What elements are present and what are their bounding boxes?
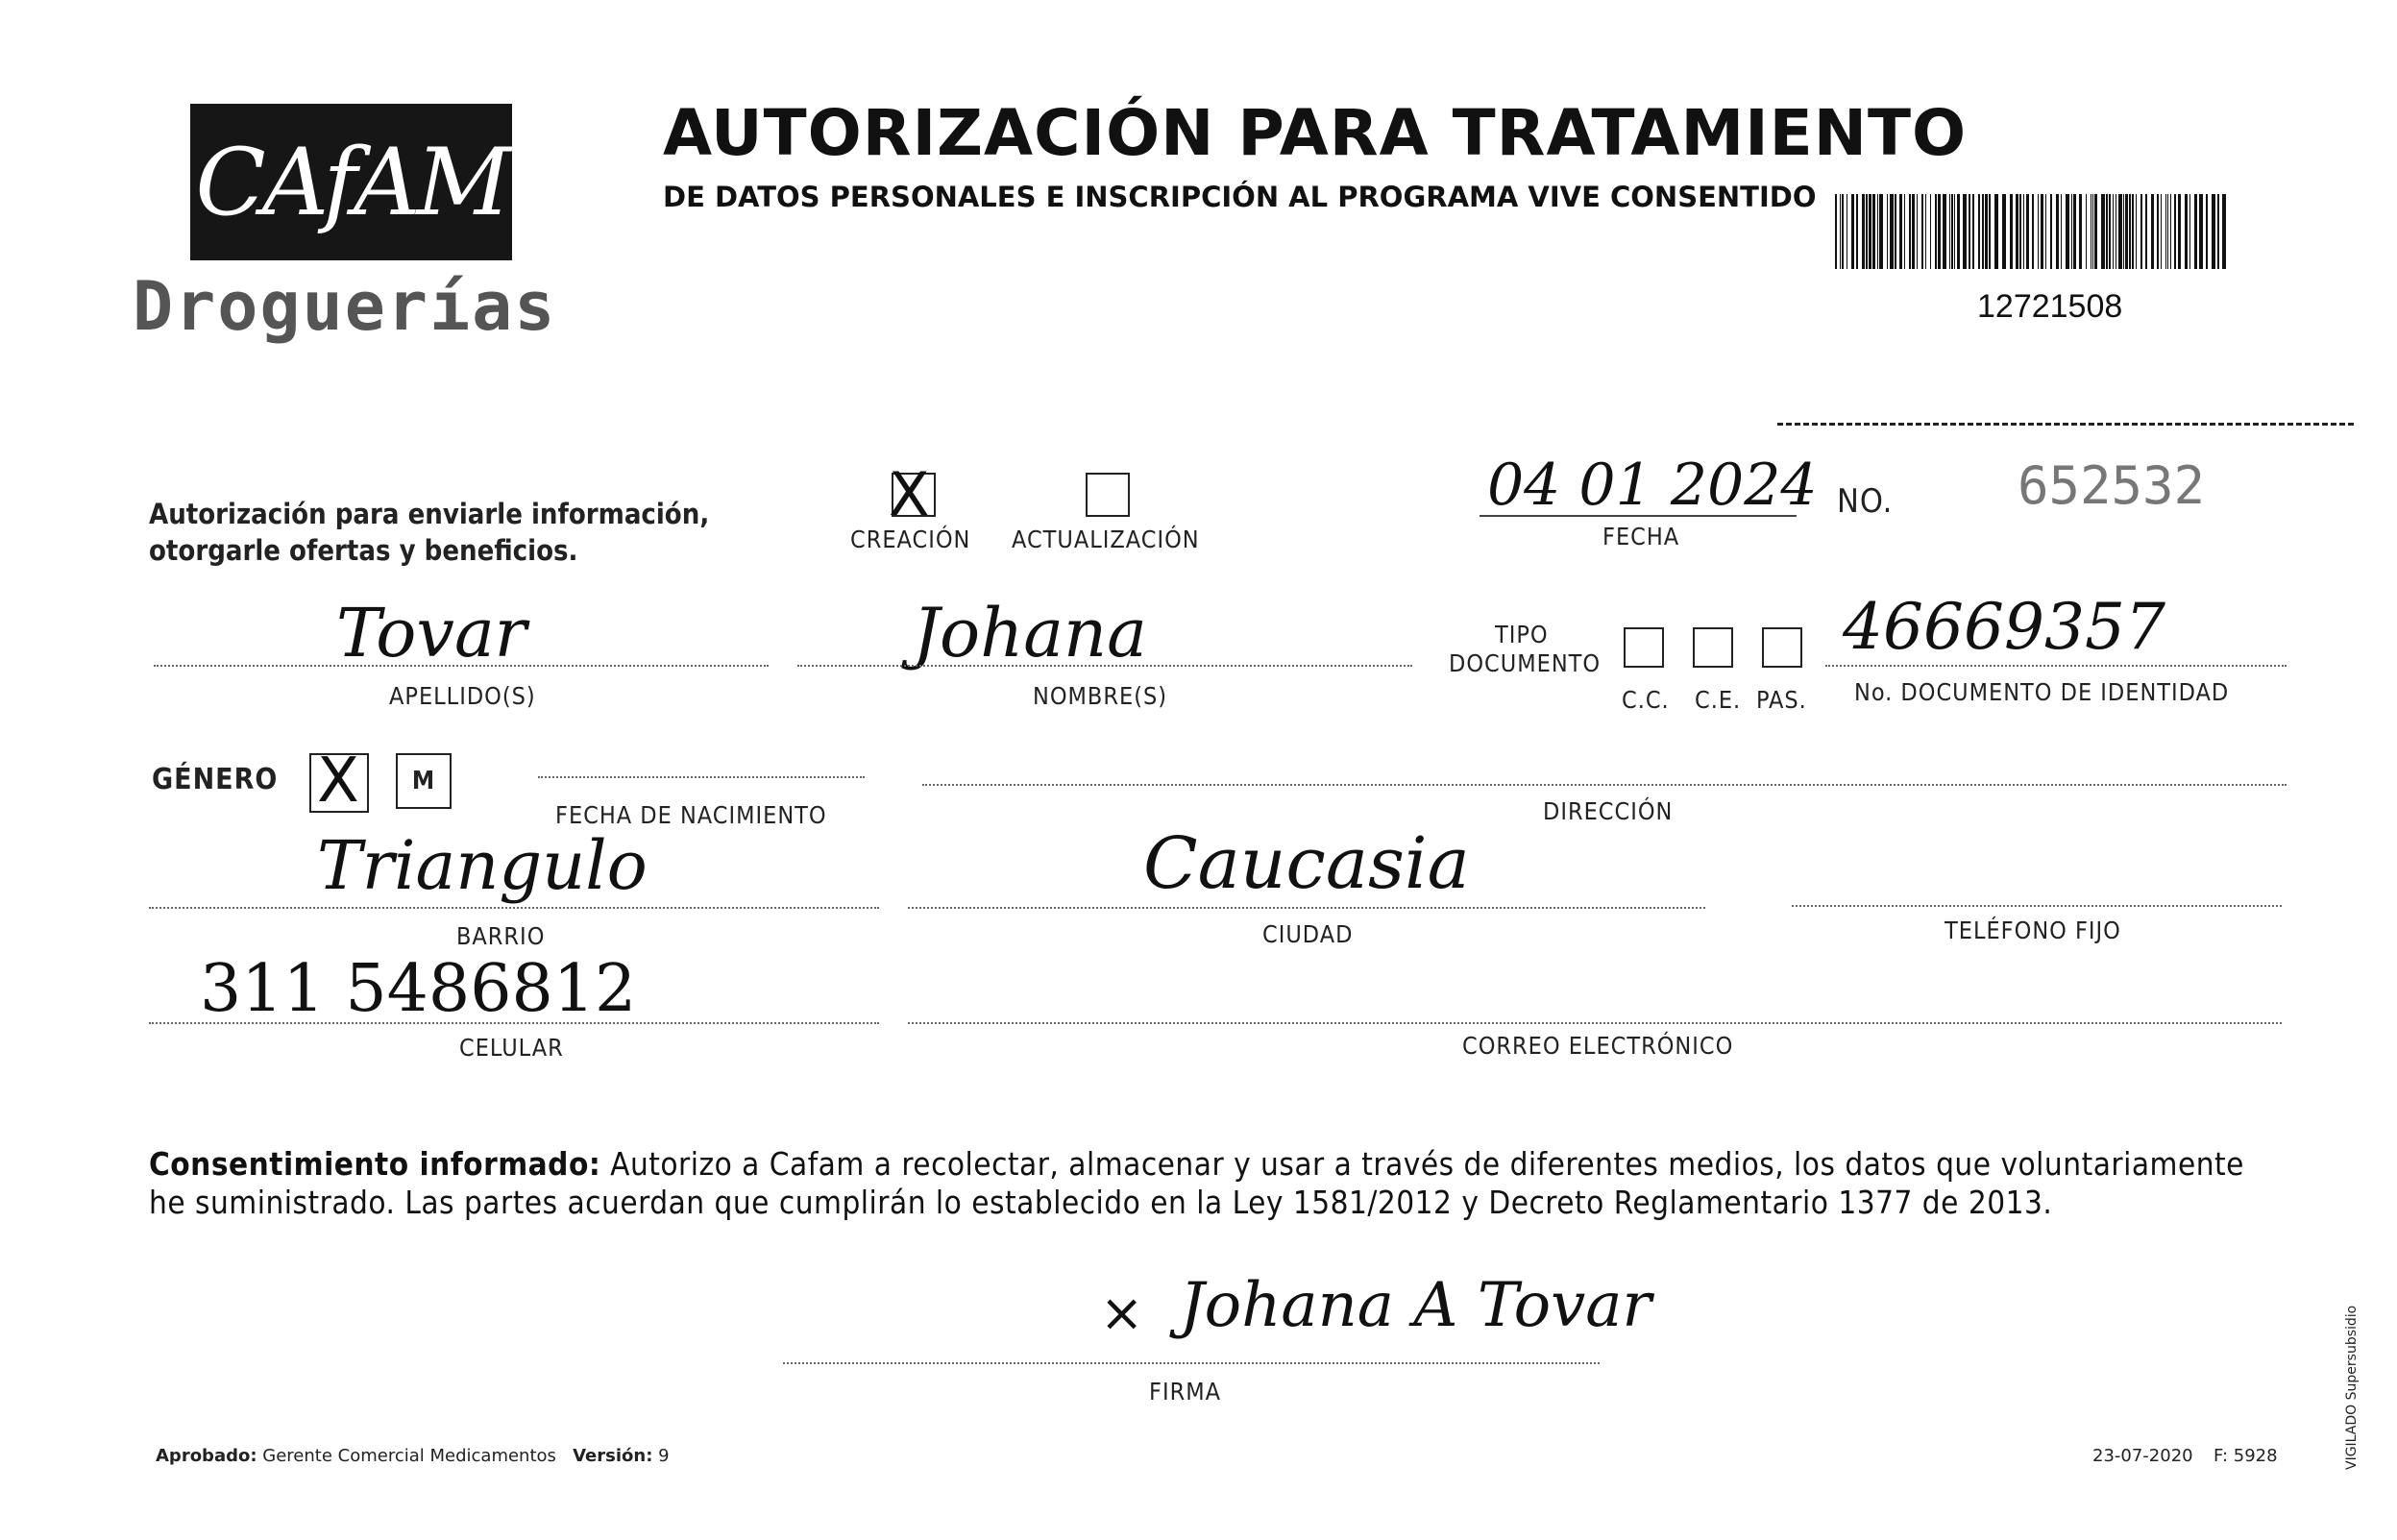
authorization-text-2: otorgarle ofertas y beneficios. bbox=[149, 534, 578, 567]
documento-value[interactable]: 46669357 bbox=[1843, 590, 2165, 664]
signature-mark: × bbox=[1100, 1283, 1144, 1343]
brand-subtitle: Droguerías bbox=[133, 267, 557, 346]
consent-heading: Consentimiento informado: bbox=[149, 1145, 601, 1183]
aprobado-value: Gerente Comercial Medicamentos bbox=[262, 1446, 556, 1466]
cc-label: C.C. bbox=[1622, 686, 1670, 714]
ce-checkbox[interactable] bbox=[1693, 627, 1733, 668]
genero-f-mark: X bbox=[317, 746, 359, 817]
footer-approval bbox=[156, 1446, 670, 1466]
direccion-line bbox=[922, 784, 2287, 786]
celular-line bbox=[149, 1022, 879, 1024]
barrio-line bbox=[149, 907, 879, 909]
nombres-line bbox=[797, 665, 1412, 667]
ciudad-line bbox=[908, 907, 1705, 909]
nombres-value[interactable]: Johana bbox=[913, 594, 1147, 672]
celular-label: CELULAR bbox=[459, 1034, 564, 1062]
barcode-number: 12721508 bbox=[1977, 288, 2123, 325]
separator-line bbox=[1777, 423, 2354, 426]
form-title: AUTORIZACIÓN PARA TRATAMIENTO bbox=[663, 96, 1968, 170]
fecha-label: FECHA bbox=[1602, 523, 1680, 550]
no-label: NO. bbox=[1837, 482, 1894, 521]
creacion-check-mark: X bbox=[889, 459, 930, 529]
side-vigilado-text: VIGILADO Supersubsidio bbox=[2344, 1305, 2360, 1470]
barcode-icon bbox=[1835, 194, 2229, 269]
telefono-line bbox=[1792, 905, 2282, 907]
consent-body: Autorizo a Cafam a recolectar, almacenar y usar a través de diferentes medios, los datos que voluntariamente he suministrado. Las partes acuerdan que cumplirán lo establecido en la Ley 1581/2012 y Decreto Reglamentario 1377 de 2013. bbox=[149, 1145, 2244, 1221]
fecha-line bbox=[1480, 515, 1797, 517]
signature-value[interactable]: Johana A Tovar bbox=[1180, 1270, 1651, 1341]
celular-value[interactable]: 311 5486812 bbox=[200, 951, 637, 1027]
pas-checkbox[interactable] bbox=[1762, 627, 1802, 668]
apellidos-line bbox=[154, 665, 769, 667]
genero-m-checkbox[interactable] bbox=[396, 753, 452, 809]
version-value: 9 bbox=[658, 1446, 670, 1466]
actualizacion-checkbox[interactable] bbox=[1086, 473, 1130, 517]
signature-label: FIRMA bbox=[1149, 1378, 1221, 1406]
tipo-documento-label-1: TIPO bbox=[1495, 621, 1549, 648]
ciudad-label: CIUDAD bbox=[1262, 920, 1354, 948]
correo-label: CORREO ELECTRÓNICO bbox=[1462, 1032, 1734, 1060]
genero-m-label: M bbox=[411, 767, 436, 795]
documento-label: No. DOCUMENTO DE IDENTIDAD bbox=[1854, 678, 2230, 706]
fecha-nacimiento-label: FECHA DE NACIMIENTO bbox=[555, 801, 827, 829]
fecha-value[interactable]: 04 01 2024 bbox=[1487, 452, 1818, 519]
correo-line bbox=[908, 1022, 2282, 1024]
form-subtitle: DE DATOS PERSONALES E INSCRIPCIÓN AL PROGRAMA VIVE CONSENTIDO bbox=[663, 181, 1817, 213]
creacion-label: CREACIÓN bbox=[850, 526, 971, 553]
fecha-nacimiento-line bbox=[538, 776, 865, 778]
telefono-label: TELÉFONO FIJO bbox=[1945, 917, 2121, 944]
footer-date: 23-07-2020 bbox=[2092, 1446, 2193, 1466]
apellidos-value[interactable]: Tovar bbox=[336, 594, 527, 672]
ciudad-value[interactable]: Caucasia bbox=[1143, 822, 1470, 905]
signature-line bbox=[783, 1362, 1600, 1364]
cc-checkbox[interactable] bbox=[1624, 627, 1664, 668]
actualizacion-label: ACTUALIZACIÓN bbox=[1012, 526, 1200, 553]
apellidos-label: APELLIDO(S) bbox=[389, 682, 536, 710]
footer-form-code: F: 5928 bbox=[2214, 1446, 2278, 1466]
documento-line bbox=[1825, 665, 2287, 667]
pas-label: PAS. bbox=[1756, 686, 1807, 714]
nombres-label: NOMBRE(S) bbox=[1033, 682, 1168, 710]
aprobado-label: Aprobado: bbox=[156, 1446, 257, 1466]
version-label: Versión: bbox=[573, 1446, 653, 1466]
authorization-text-1: Autorización para enviarle información, bbox=[149, 498, 710, 530]
genero-label: GÉNERO bbox=[152, 763, 279, 796]
cafam-logo: CAfAM bbox=[195, 128, 507, 236]
ce-label: C.E. bbox=[1695, 686, 1742, 714]
direccion-label: DIRECCIÓN bbox=[1543, 797, 1674, 825]
consent-paragraph bbox=[149, 1145, 2272, 1222]
barrio-value[interactable]: Triangulo bbox=[317, 826, 648, 905]
no-value: 652532 bbox=[2018, 455, 2206, 516]
tipo-documento-label-2: DOCUMENTO bbox=[1449, 649, 1602, 677]
barrio-label: BARRIO bbox=[456, 922, 546, 950]
